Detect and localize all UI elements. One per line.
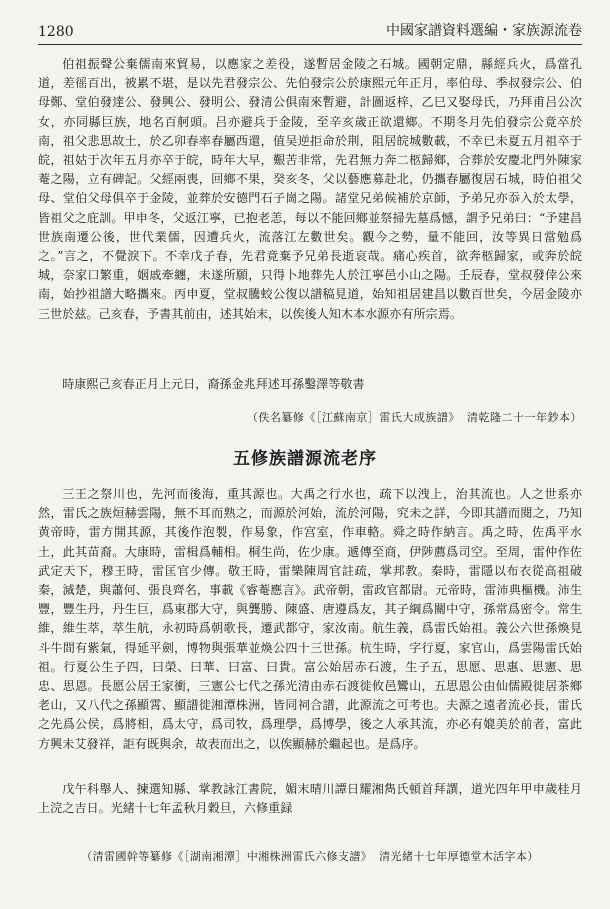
- page-number: 1280: [38, 24, 74, 40]
- preface1-source: （佚名纂修《［江蘇南京］雷氏大成族譜》 清乾隆二十一年鈔本）: [246, 411, 582, 424]
- preface2-source: （清雷國幹等纂修《［湖南湘潭］中湘株洲雷氏六修支譜》 清光緒十七年厚德堂木活字本）: [81, 850, 539, 863]
- preface2-closing: 戊午科舉人、揀選知縣、掌教詠江書院，媚末晴川譚日耀湘雋氏頓首拜譔，道光四年甲申歲桂月上浣之吉日。光緒十七年孟秋月穀旦，六修重録: [38, 782, 582, 816]
- preface2-closing-block: [38, 780, 582, 818]
- section-title: 五修族譜源流老序: [233, 449, 377, 469]
- preface1-body-block: [38, 55, 582, 324]
- page-header: [38, 12, 582, 40]
- preface2-body: 三王之祭川也，先河而後海，重其源也。大禹之行水也，疏下以洩上，治其流也。人之世系亦然，雷氏之族烜赫雲陽，無不耳而熟之，而源於河始，流於河陽，究未之詳，今即其譜而閱之，乃知黄帝時，雷方開其源，其後作泡製，作易象，作宫室，作車輅。舜之時作納言。禹之時，佐禹平水土，此其苗裔。大康時，雷楫爲輔相。桐生尚，佐少康。遞傳至商，伊陟薦爲司空。至周，雷仲作佐武定天下，穆王時，雷匡官少傳。敬王時，雷樂陳周官註疏，掌邦教。秦時，雷隱以布衣從高祖破秦，滅楚，與蕭何、張良齊名，事載《睿菴應言》。武帝朝，雷政官都尉。元帝時，雷沛典樞機。沛生豐，豐生丹，丹生巨，爲東郡大守，與龔勝、陳盛、唐遵爲友，其子綱爲關中守，孫常爲密令。常生維，維生萃，萃生航，永初時爲朝歌長，遷武都守，家汝南。航生義，爲雷氏始祖。義公六世孫煥見斗牛間有紫氣，得延平劍，博物與張華並煥公四十三世孫。杭生時，字行夏，家官山，爲雲陽雷氏始祖。行夏公生子四，曰榮、曰華、曰富、曰貴。富公始居赤石渡，生子五，思愿、思惠、思憲、思忠、思恩。長愿公居王家衝，三憲公七代之孫光清由赤石渡徙攸邑鸞山，五思恩公由仙儒殿徙居茶鄉老山，又八代之孫顯霄、顯譜徙湘潭株洲，皆同祠合譜，此源流之可考也。夫源之遠者流必長，雷氏之先爲公侯，爲將相，爲太守，爲司牧，爲理學，爲博學，後之人承其流，亦必有媲美於前者，富此方興未艾發祥，詎有既與余，故表而出之，以俟顯赫於繼起也。是爲序。: [38, 487, 582, 751]
- book-title: 中國家譜資料選編・家族源流卷: [386, 23, 582, 39]
- preface1-body: 伯祖振聲公棄儒南來貿易，以應家之差役，遂暫居金陵之石城。國朝定鼎，縣經兵火，爲當孔道，差徭百出，被累不堪，是以先君發宗公、先伯發宗公於康熙元年正月，率伯母、季叔發宗公、伯母鄭、堂伯發達公、發興公、發明公、發清公俱南來暫避，計圖返梓，乙巳又娶母氏，乃拜甫吕公次女，亦同縣巨族，地名百舸頭。吕亦避兵于金陵，至辛亥歲正欲還鄉。不期冬月先伯發宗公竟卒於南，祖父悲思故土，於乙卯春率春屬西還，值吴逆拒命於荆，阻居皖城數載，不幸已未夏五月祖卒于皖，祖姑于次年五月亦卒于皖，時年大早，艱苦非常，先君無力奔二柩歸鄉，合葬於安慶北門外陳家菴之陽，立有碑記。父經兩喪，回鄉不果，癸亥冬，父以藝應募赴北，仍攜春屬復居石城，時伯祖父母、堂伯父母俱卒于金陵，並葬於安德門石子崗之陽。諸堂兄弟候補於京師，予弟兄亦忝入於太學，皆祖父之庇訓。甲申冬，父返江寧，已抱老恙，每以不能回鄉並祭掃先墓爲憾，謂予兄弟曰：“予建昌世族南遷公後，世代業儒，因遭兵火，流落江左數世矣。觀今之勢，量不能回，汝等異日當勉爲之。”言之，不覺淚下。不幸戊子春，先君竟棄予兄弟長逝哀哉。痛心疾首，欲奔柩歸家，或奔於皖城，奈家口繁重，姻戚牽纏，未遂所願，只得卜地葬先人於江寧邑小山之陽。壬辰春，堂叔發倖公來南，始抄祖譜大略攜來。丙申夏，堂叔騰蛟公復以譜稿見道，始知祖居建昌以數百世矣，今居金陵亦三世於兹。己亥春，予書其前由，述其始末，以俟後人知木本水源亦有所宗焉。: [38, 57, 582, 321]
- header-divider: [38, 44, 582, 45]
- preface1-signature: 時康熙己亥春正月上元日，裔孫金兆拜述耳孫鑿澤等敬書: [62, 377, 365, 391]
- preface2-body-block: [38, 485, 582, 754]
